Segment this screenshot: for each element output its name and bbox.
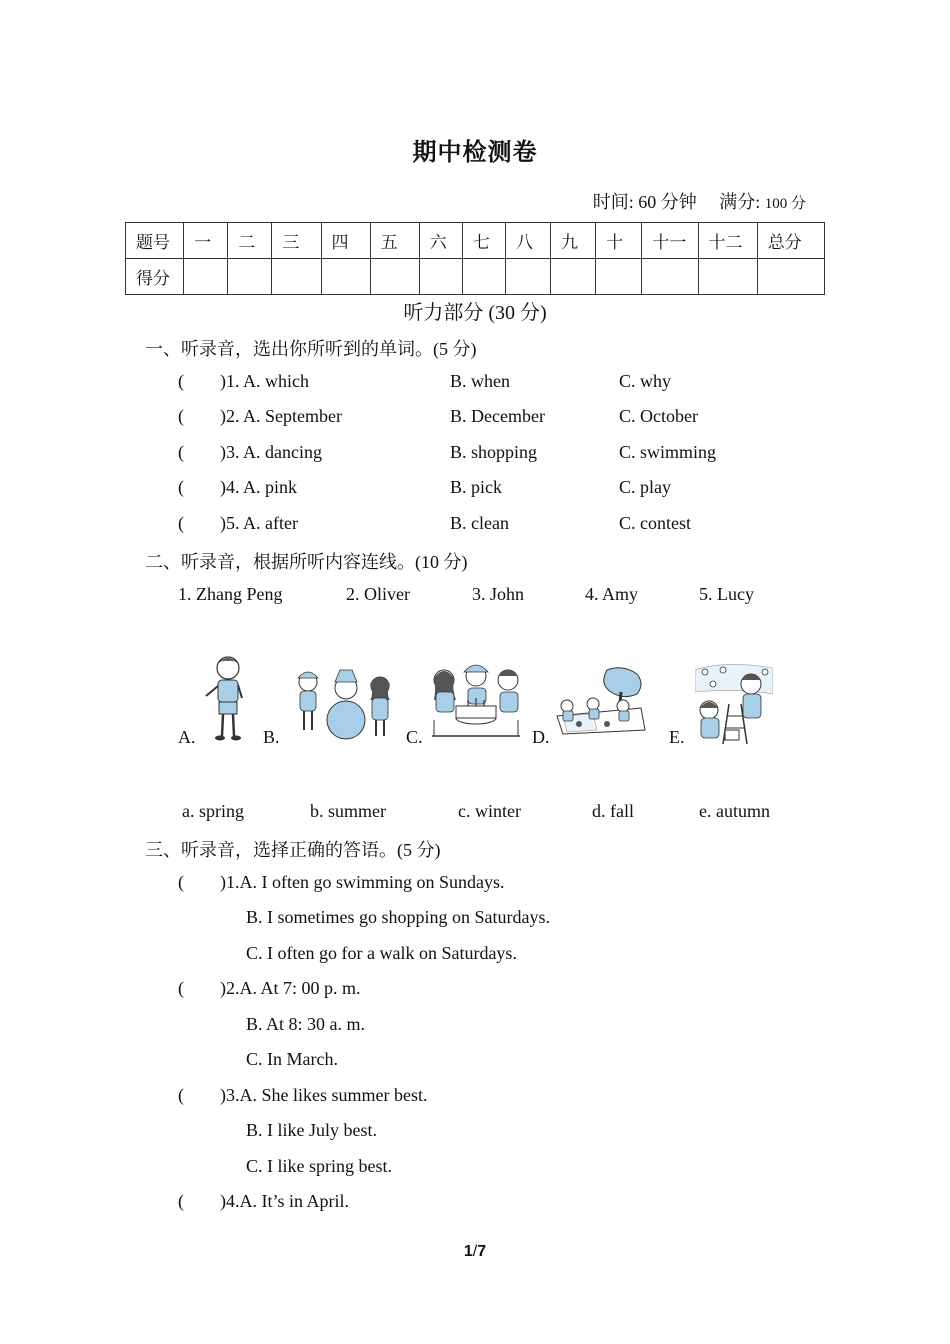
season-autumn: e. autumn (699, 801, 770, 821)
p3-q3-b: B. I like July best. (246, 1120, 377, 1140)
score-row-label: 得分 (126, 259, 184, 295)
score-header-cell: 九 (551, 223, 596, 259)
name-amy: 4. Amy (585, 584, 639, 604)
picture-d-picnic-illustration (553, 666, 647, 738)
score-cell[interactable] (698, 259, 757, 295)
p3-q1-b: B. I sometimes go shopping on Saturdays. (246, 907, 550, 927)
score-cell[interactable] (184, 259, 228, 295)
total-pages: 7 (477, 1243, 487, 1260)
score-header-cell: 十 (596, 223, 642, 259)
score-cell[interactable] (419, 259, 462, 295)
part3-heading: 三、听录音，选择正确的答语。(5 分) (145, 840, 441, 860)
p1-q2-a: ( )2. A. September (178, 406, 342, 426)
name-zhang-peng: 1. Zhang Peng (178, 584, 283, 604)
score-cell[interactable] (642, 259, 698, 295)
picture-c-birthday-illustration (428, 660, 524, 742)
p1-q1-c: C. why (619, 371, 672, 391)
p1-q1-a: ( )1. A. which (178, 371, 309, 391)
score-cell[interactable] (551, 259, 596, 295)
score-cell[interactable] (370, 259, 419, 295)
listening-section-title: 听力部分 (30 分) (403, 302, 547, 324)
p1-q3-a: ( )3. A. dancing (178, 442, 322, 462)
score-cell[interactable] (228, 259, 272, 295)
score-cell[interactable] (506, 259, 551, 295)
score-header-cell: 八 (506, 223, 551, 259)
score-header-cell: 总分 (757, 223, 824, 259)
p1-q4-b: B. pick (450, 477, 502, 497)
full-score-value: 100 分 (764, 196, 806, 212)
p3-q1-a: ( )1.A. I often go swimming on Sundays. (178, 872, 505, 892)
p1-q3-c: C. swimming (619, 442, 717, 462)
score-header-cell: 十二 (698, 223, 757, 259)
picture-label-c: C. (406, 727, 423, 747)
p1-q5-a: ( )5. A. after (178, 513, 298, 533)
p1-q3-b: B. shopping (450, 442, 538, 462)
season-spring: a. spring (182, 801, 244, 821)
p3-q1-c: C. I often go for a walk on Saturdays. (246, 943, 517, 963)
p1-q4-c: C. play (619, 477, 671, 497)
score-cell[interactable] (596, 259, 642, 295)
score-header-cell: 二 (228, 223, 272, 259)
score-cell[interactable] (272, 259, 321, 295)
score-header-cell: 六 (419, 223, 462, 259)
score-header-cell: 一 (184, 223, 228, 259)
score-header-cell: 三 (272, 223, 321, 259)
score-header-cell: 七 (462, 223, 505, 259)
season-fall: d. fall (592, 801, 634, 821)
score-cell[interactable] (321, 259, 370, 295)
score-header-cell: 题号 (126, 223, 184, 259)
current-page: 1 (463, 1243, 473, 1260)
part1-heading: 一、听录音，选出你所听到的单词。(5 分) (145, 339, 477, 359)
p3-q2-c: C. In March. (246, 1049, 338, 1069)
score-header-cell: 十一 (642, 223, 698, 259)
full-score-label: 满分: (719, 192, 761, 212)
p1-q5-b: B. clean (450, 513, 509, 533)
p1-q5-c: C. contest (619, 513, 691, 533)
time-info (593, 188, 806, 214)
picture-a-boy-illustration (198, 652, 250, 744)
picture-label-a: A. (178, 727, 196, 747)
picture-label-b: B. (263, 727, 280, 747)
picture-e-apple-picking-illustration (695, 664, 773, 744)
p1-q2-b: B. December (450, 406, 545, 426)
p3-q2-b: B. At 8: 30 a. m. (246, 1014, 366, 1034)
page-number (0, 1243, 950, 1261)
picture-label-e: E. (669, 727, 685, 747)
p3-q3-c: C. I like spring best. (246, 1156, 392, 1176)
p1-q4-a: ( )4. A. pink (178, 477, 297, 497)
name-lucy: 5. Lucy (699, 584, 754, 604)
score-table (125, 222, 825, 295)
time-limit: 时间: 60 分钟 (592, 192, 697, 212)
page-separator: / (472, 1243, 478, 1260)
score-table-header-row (126, 223, 825, 259)
score-cell[interactable] (462, 259, 505, 295)
p1-q1-b: B. when (450, 371, 510, 391)
name-john: 3. John (472, 584, 525, 604)
score-table-score-row (126, 259, 825, 295)
p3-q4-a: ( )4.A. It’s in April. (178, 1191, 349, 1211)
p3-q3-a: ( )3.A. She likes summer best. (178, 1085, 428, 1105)
score-header-cell: 五 (370, 223, 419, 259)
picture-b-snowman-illustration (286, 664, 404, 742)
picture-label-d: D. (532, 727, 550, 747)
season-summer: b. summer (310, 801, 386, 821)
score-header-cell: 四 (321, 223, 370, 259)
season-winter: c. winter (458, 801, 521, 821)
part2-heading: 二、听录音，根据所听内容连线。(10 分) (145, 552, 468, 572)
p1-q2-c: C. October (619, 406, 698, 426)
p3-q2-a: ( )2.A. At 7: 00 p. m. (178, 978, 361, 998)
score-cell[interactable] (757, 259, 824, 295)
name-oliver: 2. Oliver (346, 584, 410, 604)
page-title: 期中检测卷 (412, 138, 538, 166)
